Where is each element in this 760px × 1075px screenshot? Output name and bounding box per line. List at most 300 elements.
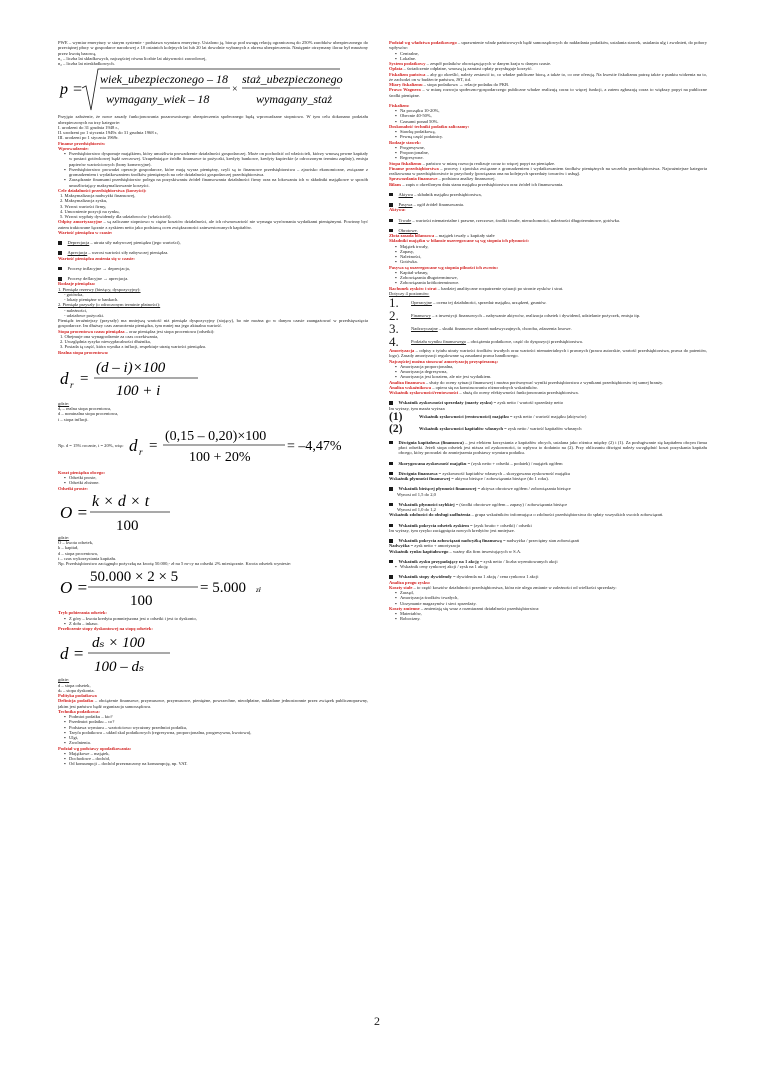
oplata-text: – świadczenie odpłatne, wnoszą ją zamiast opłaty przysługuje korzyść. [402,66,533,72]
list-item: ▪ Na początku 10-20%, [395,108,707,113]
deprecjacja-text: – utrata siły nabywczej pieniądza (jego wartości), [89,240,181,245]
definicja-label: Definicja podatku [58,698,94,704]
bilans-label: Bilans [389,181,402,187]
categories-list [58,125,368,141]
list-item: ▪ Progresywne, [395,145,707,150]
formula-p-num2: staż_ubezpieczonego [242,72,343,87]
analiza-fin-label: Analiza finansowa [389,379,425,385]
formula-p-den1: wymagany_wiek – 18 [106,92,210,107]
odpisy-text: – są zaliczane stopniowo w ciężar kosztów działalności, ale ich równowartość nie wymaga wyrównania wydatkami pieniężnymi. Powinny być zatem traktowane łącznie z zyskiem netto jako podstawą ocen zwiększoności zainwestowanych kapitałów. [58,219,368,230]
skladniki-list [389,244,707,265]
bullet-icon [389,229,393,233]
stopa-label: Stopa procentowa czasu pieniądza [58,328,125,334]
tryb-list [58,616,368,627]
nadwyzka-label: Nadwyżka [389,543,410,549]
list-item: ▪ Należności, [395,254,707,259]
fiskalizm2-header: Fiskalizm: [389,102,410,108]
sprawozdanie-text: – podstawa analizy finansowej. [437,176,496,182]
stopa-text: – oraz pieniądza jest stopa procentowa (odsetki): [124,328,215,334]
koszty-zmienne-label: Koszty zmienne [389,605,420,611]
szybkiej-label: Wskaźnik płynności szybkiej [398,501,455,507]
list-item: 1. Obejmuje ona wynagrodzenie za czas oczekiwania, [60,333,159,339]
aprecjacja-text: – wzrost wartości siły nabywczej pieniądza. [87,250,169,256]
list-item: ▪ Regresywne. [395,155,707,160]
wsk1-label: Wskaźnik zyskowności (rentowności) majątku [419,414,509,420]
stopy-dyw-item [389,574,707,579]
koszt-header: Koszt pieniądza obcego: [58,469,105,475]
formula-dr-sub: r [70,379,74,390]
list-item: - gotówka, [64,292,368,297]
wsk2-text: = zysk netto / wartość kapitałów własnych [503,426,582,432]
list-item: ▪ Stawkę podatkową, [395,129,707,134]
zysku-akcje-label: Wskaźnik zysku przypadający na 1 akcję [398,558,479,564]
doskonalosc-header: Doskonałość techniki podatku zaliczamy: [389,123,470,129]
cele-list [58,193,368,219]
category-item: II. urodzeni po 1 stycznia 1949r. do 31 grudnia 1968 r., [58,130,159,135]
formula-p [58,66,368,114]
polityka-header: Polityka podatkowa [58,693,97,698]
zysku-akcje-text: = zysk netto / liczba wyemitowanych akcji [478,558,558,564]
dotyczy-label: Dotyczy 4 poziomów: [389,290,430,296]
stawki-list [389,145,707,161]
list-item: ▪ Amortyzacja degresywna, [395,369,707,374]
bullet-icon [58,277,62,281]
list-item: 2. Uwzględnia ryzyko niewypłacalności dłużnika, [60,339,151,344]
pieniadz-przyszly: 2. Pieniądz przyszły (o odroczonym terminie płatności): [58,302,161,308]
list-item: - udziałowe pożyczki. [64,313,368,318]
rachunek-text: – bardziej analityczne rozpatrzenie sytuacji po stronie zysków i strat. [436,285,564,291]
poziom-text: – z inwestycji finansowych – nabywanie aktywów, realizacja odsetek i dywidend, udzielanie pożyczek, emisja itp. [430,312,641,318]
technika-list [58,714,368,746]
list-item: ▪ Podstawa wymiaru – wartościowo wyrażony przedmiot podatku, [64,725,368,730]
analiza-progu-header: Analiza progu zysku: [389,579,431,585]
wartosc-header: Wartość pieniądza w czasie: [58,229,113,235]
finanse-przeds-text: – procesy i zjawiska związane z gromadzeniem i wydatkowaniem środków pieniężnych na szczeblu przedsiębiorstwa. Najważniejsze kategoria realizowana w przedsiębiorstwie to przychody (powiązana ona na kolejnych sprzedaży towarów i usług). [389,165,707,176]
sprawozdanie-label: Sprawozdania finansowe [389,176,438,182]
list-item: ▪ Odsetki proste, [64,475,368,480]
list-item: ▪ Zobowiązania krótkoterminowe. [395,280,707,285]
aprecjacja-item [58,250,368,255]
list-item: ▪ Centralne, [395,51,707,56]
d-definitions [58,683,368,694]
bullet-icon [58,241,62,245]
list-item: ▪ Pewną część podatnicy. [395,134,707,139]
procesy-deflacyjne: Procesy deflacyjne → aprecjacja. [67,276,129,281]
doskonalosc-list [389,129,707,140]
dzwignia-kap-text: – jest efektem korzystania z kapitałów obcych, ustalana jako różnica między (2) i (1). Za posługiwanie się kapitałem obcym firma płaci odsetki. Jeżeli stopa odsetek jest niższa od zyskowności, to wpływa to dodatnio na (2). Przy obliczaniu dźwigni należy uwzględnić koszt pozyskania kapitału obcego, który prowadzi do zmniejszenia podstawy wymiaru podatku. [398,439,707,456]
list-item: 1. Maksymalizacja nadwyżki finansowej, [60,193,136,198]
gdzie-label: gdzie: [58,677,70,683]
dr-definitions [58,406,368,422]
rodzaje-header: Rodzaje pieniądza: [58,281,96,287]
poziom-text: – ocena tej działalności, sprzedaż majątku, urządzeń, gruntów. [431,299,547,305]
trwale-item [389,218,707,223]
fiskalizm-list [389,108,707,124]
system-label: System podatkowy [389,61,426,66]
list-item: 5. Wzrost wypłaty dywidendy dla udziałowców (właścicieli). [60,214,172,219]
poziom-label: Finansowy [411,312,431,318]
formula-np-den: 100 + 20% [189,449,251,465]
bullet-icon [389,487,393,491]
wsk-sprzedazy-item [389,400,707,405]
proste-header: Odsetki proste: [58,485,88,491]
category-item: I. urodzeni do 31 grudnia 1948 r., [58,124,119,130]
pasywa-wg-header: Pasywa są uszeregowane wg stopnia pilności ich zwrotu: [389,264,499,270]
dzwignia-fin-text: = zyskowność kapitałów własnych – skorygowana zyskowność majątku [437,470,570,476]
definition: t – czas wykorzystania kapitału. [58,555,117,561]
poziom-item [389,335,707,348]
bullet-icon [389,462,393,466]
prawo-text: – w miarę rozwoju społeczno-gospodarczego publiczne władze realizują coraz to więcej funkcji, a zatem zgłaszają coraz to większy popyt na publiczne środki pieniężne. [389,87,707,98]
koszty-zmienne-text: – zmieniają się wraz z rozmiarami działalności przedsiębiorstwa: [419,605,540,611]
poziom-item [389,296,707,309]
fiskalizm-label: Fiskalizm państwa [389,71,426,77]
zmiana-header: Wartość pieniądza zmienia się w czasie: [58,255,135,261]
wsk-sprzedazy-text: = zysk netto / wartość sprzedaży netto [492,400,564,406]
skorygowana-text: = (zysk netto + odsetki – podatek) / majątek ogółem [466,460,563,466]
list-item: ▪ Amortyzacja proporcjonalna, [395,364,707,369]
formula-o-lhs: O = [60,502,88,522]
definition: dᵣ – realna stopa procentowa, [58,406,112,411]
list-item: ▪ Z dołu – inkaso. [64,621,368,626]
definition: d – stopa odsetek, [58,682,91,688]
list-item: ▪ Podmiot podatku – kto? [64,714,368,719]
right-column [389,40,707,1025]
formula-np-lhs: d [129,435,138,455]
list-item: 3. Posiada tą część, która wynika z inflacji, respektuje utratę wartości pieniądza. [60,344,207,350]
prawo-paragraph [389,87,707,98]
pp-list [58,308,368,319]
poziom-number: 4. [389,334,399,349]
szybkiej-item [389,502,707,507]
list-item: ▪ Zapasy, [395,249,707,254]
najczesciej-list [389,364,707,380]
rynku-label: Wskaźnik rynku kapitałowego [389,548,449,554]
rachunek-label: Rachunek zysków i strat [389,285,437,291]
list-item: ▪ Utrzymanie magazynów i sieci sprzedaży. [395,601,707,606]
list-item: ▪ Lokalne. [395,56,707,61]
biezacej-item [389,486,707,491]
aprecjacja-label: Aprecjacja [67,250,88,256]
pwe-n1: n₁ – liczba lat składkowych, najczęściej równa liczbie lat aktywności zawodowej, [58,55,207,61]
nadwyzka-text: = zysk netto + amortyzacja [409,543,460,549]
definition: dₛ – stopa dyskonta. [58,687,95,693]
list-item: - należności, [64,308,368,313]
formula-dr-num: (d – i)×100 [96,359,166,376]
formula-p-times: × [232,84,238,96]
formula-o2 [58,566,368,610]
pokrycia-zob-text: = nadwyżka / przeciętny stan zobowiązań [501,538,579,543]
amortyzacja-label: Amortyzacja [389,348,415,353]
dzwignia-kap-item [389,440,707,456]
wsk-zyskownosci-label: Wskaźnik zyskowności/rentowności [389,390,459,395]
formula-o-den: 100 [116,517,139,534]
pasywa-item [389,202,707,207]
wsk2-label: Wskaźnik zyskowności kapitałów własnych [419,426,504,432]
aktywa-header: Aktywa: [389,207,406,213]
zdolnosci-paragraph [389,512,707,517]
stopa-list [58,334,368,350]
bullet-icon [389,203,393,207]
biezacej-label: Wskaźnik bieżącej płynności finansowej [398,486,477,492]
poziom-number: 2. [389,308,399,323]
list-item: 4. Umocnienie pozycji na rynku, [60,208,120,214]
finanse-przeds-label: Finanse przedsiębiorstwa [389,165,439,171]
odpisy-label: Odpisy amortyzacyjne [58,219,103,225]
pokrycia-zob-label: Wskaźnik pokrycia zobowiązań nadwyżką finansową [398,538,502,543]
bullet-icon [389,560,393,564]
list-item: ▪ Proporcjonalne, [395,150,707,155]
bullet-icon [389,472,393,476]
definition: d – stopa procentowa, [58,550,98,556]
pokrycia-odsetek-item [389,523,707,528]
list-item: ▪ Wskaźnik ceny rynkowej akcji / zysk na 1 akcję [395,564,707,569]
gdzie-label: gdzie: [58,400,70,406]
zlota-text: – majątek trwały » kapitały stałe [434,233,495,238]
reform-text: Przyjęto założenie, że nowe zasady funkcjonowania pozarowniczego ubezpieczenia społecznego będą wprowadzane stopniowo. W tym celu dokonano podziału ubezpieczonych na trzy kategorie: [58,114,368,125]
poziom-text: – skutki finansowe zdarzeń nadzwyczajnych, choroba, zdarzenia losowe. [437,325,572,331]
cele-header: Cele działalności przedsiębiorstwa (korzyści): [58,187,147,193]
podzial-header: Podział wg podstawy opodatkowania: [58,745,132,751]
bullet-icon [389,401,393,405]
inflacja-item [58,266,368,271]
formula-np-result: = –4,47% [287,438,342,454]
obrotowe-label: Obrotowe. [398,227,418,233]
formula-o2-num: 50.000 × 2 × 5 [90,569,179,586]
pieniadz-dyspozycyjny: 1. Pieniądz rezerwy (bieżący, dyspozycyjny): [58,286,141,292]
stopy-dyw-label: Wskaźnik stopy dywidendy [398,574,452,580]
wsk2-item [389,423,707,435]
poziom-label: Nadzwyczajne [411,325,438,331]
trwale-label: Trwałe [398,217,412,223]
bullet-icon [58,267,62,271]
list-item: - lokaty pieniężne w bankach. [64,297,368,302]
aktywa-item [389,192,707,197]
example-row [58,426,368,466]
stopa-fisk-label: Stopa fiskalizmu [389,160,422,166]
list-item: ▪ Majątek trwały, [395,244,707,249]
deflacja-item [58,276,368,281]
trwale-text: – wartości niematerialne i prawne, rzeczowe, środki trwałe, nieruchomości, należności długoterminowe, gotówka. [411,217,621,223]
formula-p-lhs: p = [60,81,83,99]
deprecjacja-label: Deprecjacja [67,240,90,245]
poziom-number: 3. [389,321,399,336]
list-item: 3. Wzrost wartości firmy, [60,203,107,209]
formula-d-den: 100 – dₛ [94,659,145,676]
biezacej-text: = aktywa obrotowe ogółem / zobowiązania bieżące [476,486,571,492]
formula-d-num: dₛ × 100 [92,635,145,652]
wsk-ceny-list [389,564,707,569]
dzwignia-fin-label: Dźwignia finansowa [398,470,438,476]
stawki-header: Rodzaje stawek: [389,139,421,145]
poziom-label: Podziału wyniku finansowego [411,338,467,344]
list-item: ▪ Czasami ponad 50%. [395,119,707,124]
koszty-stale-label: Koszty stałe [389,584,413,590]
odpisy-paragraph [58,219,368,230]
formula-dr-eq: = [80,370,89,387]
pokrycia-odsetek-text: = (zysk brutto + odsetki) / odsetki [468,522,532,528]
finanse-przeds-paragraph [389,166,707,177]
list-item: ▪ Robocizny. [395,616,707,621]
skorygowana-item [389,461,707,466]
list-item: ▪ Materiałów, [395,611,707,616]
prawo-label: Prawo Wagnera [389,87,421,93]
list-item: ▪ Majątkowe – majątek, [64,751,368,756]
skladniki-header: Składniki majątku w bilansie uszeregowane są wg stopnia ich płynności: [389,238,530,244]
poziom-label: Operacyjne [411,299,432,305]
technika-header: Technika podatkowa: [58,708,100,714]
wsk-zyskownosci-text: – służą do oceny efektywności funkcjonowania przedsiębiorstwa. [458,390,579,395]
wladztwo-list [389,51,707,62]
procesy-inflacyjne: Procesy inflacyjne → deprecjacja, [67,265,130,271]
wsk-plyn-text: = aktywa bieżące / zobowiązania bieżące (do 1 roku). [450,476,549,481]
zdolnosci-label: Wskaźnik zdolności do obsługi zadłużenia [389,512,471,518]
definition: O – kwota odsetek, [58,540,94,545]
list-item: ▪ Zobowiązania długoterminowe, [395,275,707,280]
list-item: ▪ Z góry – kwota kredytu pomniejszona jest o odsetki i jest to dyskonto, [64,616,368,621]
list-item: ▪ Przedsiębiorstwo prowadzi operacje gospodarcze, które mają wyraz pieniężny, czyli są to finansowe przedsiębiorstwa – zjawisko ekonomiczne, związane z gromadzeniem i wydatkowaniem środków pieniężnych na cele działalności gospodarczej przedsiębiorstwa. [64,167,368,178]
definition: d – nominalna stopa procentowa, [58,411,119,417]
list-item: ▪ Amortyzacja środków trwałych, [395,595,707,600]
bullet-icon [389,524,393,528]
stopa-fisk-text: – państwo w miarę rozwoju realizuje coraz to więcej popyt na pieniądze. [421,160,556,166]
formula-o [58,491,368,535]
oplata-label: Opłata [389,66,403,72]
formula-np-eq: = [149,437,158,454]
bullet-icon [389,503,393,507]
poziom-number: 1. [389,295,399,310]
przelicz-header: Przeliczenie stopy dyskontowej na stopę odsetek: [58,626,153,631]
poziom-item [389,322,707,335]
bullet-icon [58,251,62,255]
page-number: 2 [374,1014,380,1028]
amortyzacja-text: – odpisy z tytułu utraty wartości środków trwałych oraz wartości niematerialnych i prawnych (prawa autorskie, wartość przedsiębiorstwa, prawa do patentów, logo). Zasady amortyzacji regulowane są zasadami prawa handlowego. [389,348,707,359]
fiskalizm-paragraph [389,72,707,83]
rynku-text: – ważny dla firm inwestujących w S.A. [448,548,522,554]
bullet-icon [389,575,393,579]
o-definitions [58,540,368,561]
wsk2-number: (2) [389,422,403,435]
aktywa-label: Aktywa [398,191,413,197]
szybkiej-text: = (środki obrotowe ogółem – zapasy) / zobowiązania bieżące [454,501,568,507]
koszt-list [58,475,368,486]
wladztwo-text: – uprawnienie władz państwowych bądź samorządowych do nakładania podatków, ustalania stawek, ustalania ulg i zwolnień, do pobory wpływów: [389,40,707,51]
amortyzacja-paragraph [389,348,707,359]
formula-d [58,631,368,677]
najczesciej-header: Najczęściej można stosować amortyzację przyspieszoną: [389,358,499,364]
formula-dr-lhs: d [60,368,69,388]
pwe-n2: n₂ – liczba lat nieskładkowych. [58,61,115,66]
list-item: ▪ Kapitał własny, [395,270,707,275]
list-item: ▪ Zarządzanie finansami przedsiębiorstw polega na pozyskiwaniu źródeł finansowania działalności firmy oraz na lokowaniu ich w składniki majątkowe w sposób umożliwiający maksymalizowanie korzyści. [64,177,368,188]
np2-text: Np. Przedsiębiorstwo zaciągnęło pożyczkę na kwotę 50.000,- zł na 5 m-cy na odsetki 2% miesięcznie. Kwota odsetek wyniesie: [58,561,292,566]
analiza-fin-text: – służy do oceny sytuacji finansowej i można porównywać wyniki przedsiębiorstwa z wynikami przedsiębiorstw tej samej branży. [424,379,664,385]
poziom-text: – obciążenia podatkowe, część do dyspozycji przedsiębiorstwa. [466,338,583,344]
im-wyzszy1: Im wyższy, tym marża wyższa [389,405,445,411]
realna-header: Realna stopa procentowa: [58,349,109,355]
wladztwo-label: Podział wg władztwa podatkowego [389,40,457,45]
definicja-paragraph [58,698,368,709]
wprowadzenie-list [58,151,368,188]
tryb-header: Tryb pobierania odsetek: [58,610,107,616]
list-item: ▪ Przedmiot podatku – co? [64,719,368,724]
list-item: ▪ Przedsiębiorstwo dysponuje majątkiem, który umożliwia prowadzenie działalności gospodarczej. Może on pochodzić od właścicieli, którzy wnoszą pewne kapitały w postaci gotówkowej bądź rzeczowej. Uzupełniające źródło finansowe to pożyczki, kredyty bankowe, kredyty kupieckie (z odroczonym terminu zapłaty), emisja papierów wartościowych (bony komercyjne). [64,151,368,167]
finanse-header: Finanse przedsiębiorstw [58,140,106,146]
formula-o2-unit: zł [256,586,261,595]
pieniadz-text: Pieniądz teraźniejszy (przyszły) ma mniejszą wartość niż pieniądz dyspozycyjny (stojący), bo nie można go w danym czasie zaangażować w przedsięwzięcia gospodarcze. Im dłuższy czas zamrożenia pieniądza, tym mniej ma jego aktualna wartość. [58,318,368,329]
list-item: ▪ Amortyzacja jest kosztem, ale nie jest wydatkiem. [395,374,707,379]
formula-d-lhs: d = [60,644,85,664]
formula-o2-lhs: O = [60,578,88,598]
stopy-dyw-text: = dywidenda na 1 akcję / cena rynkowa 1 akcji [451,574,539,580]
bullet-icon [389,441,393,445]
wprowadzenie-header: Wprowadzenie: [58,145,89,151]
bullet-icon [389,539,393,543]
definition: k – kapitał, [58,545,79,551]
fiskalizm-text: – aby go określić, należy zestawić to, co władze publiczne biorą, a także to, co one oferują. Na kwestie fiskalizmu patrzę także z punktu widzenia na to, że zachodzi on w budżecie państwa, JST, itd. [389,71,707,82]
pasywa-label: Pasywa [398,202,413,207]
biezacej-norm: Wynosi od 1,5 do 2,0 [397,491,436,497]
definition: i – stopa inflacji. [58,416,89,422]
zmienne-list [389,611,707,622]
skorygowana-label: Skorygowana zyskowność majątku [398,460,467,466]
formula-p-den2: wymagany_staż [256,92,332,107]
zdolnosci-text: – grupa wskaźników informująca o zdolności przedsiębiorstwa do spłaty wszystkich swoich zobowiązań. [470,512,664,518]
wladztwo-paragraph [389,40,707,51]
formula-o2-result: = 5.000 [200,580,246,597]
wsk1-item [389,411,707,423]
im-wyzszy2: Im wyższy, tym ryzyko zaciągnięcia nowych kredytów jest mniejsze. [389,527,515,533]
formula-np-sub: r [139,446,143,457]
list-item: ▪ Odsetki złożone. [64,480,368,485]
poziom-item [389,309,707,322]
np-text: Np. d = 15% rocznie, i = 20%, więc [58,443,124,449]
formula-np-num: (0,15 – 0,20)×100 [165,428,267,444]
deprecjacja-item [58,240,368,245]
zlota-label: Złota zasada bilansowa [389,233,435,238]
category-item: III. urodzeni po 1 stycznia 1969r. [58,135,119,141]
list-item: ▪ Zwolnienia. [64,740,368,745]
formula-dr-den: 100 + i [116,382,161,399]
pokrycia-odsetek-label: Wskaźnik pokrycia odsetek zyskiem [398,522,469,528]
wsk1-text: = zysk netto / wartość majątku (aktywów) [508,414,587,420]
formula-o-num: k × d × t [92,492,150,510]
wsk1-number: (1) [389,410,403,423]
pd-list [58,292,368,303]
podzial-list [58,751,368,767]
analiza-wsk-label: Analiza wskaźnikowa [389,384,432,390]
pwe-intro: PWE – wymiar emerytury w starym systemie - podstawa wymiaru emerytury. Ustalono ją, biorąc pod uwagę relację ograniczoną do 250% zarobków ubezpieczonego do przeciętnej płacy w gospodarce narodowej z 10 ostatnich kolejnych lat lub 20 lat dowolnie wybranych z okresu ubezpieczenia. Następnie otrzymany iloraz był mnożony przez kwotę bazową, [58,40,368,56]
list-item: ▪ Obecnie 40-50%, [395,113,707,118]
definicja-text: – obciążenie finansowe, przymusowe, przymusowe, pieniężne, powszechne, nieodpłatne, nakładane jednostronnie przez związek publicznoprawny, jakim jest państwo bądź organizacja samorządowa. [58,698,368,709]
pasywa-list [389,270,707,286]
miary-text: – stopa podatkowa → relacje podatku do PKB. [422,82,510,87]
koszty-stale-text: – to część kosztów działalności przedsiębiorstwa, która nie ulega zmianie w zależności od wielkości sprzedaży: [412,584,617,590]
szybkiej-norm: Wynosi od 1,0 do 1,2 [397,507,436,512]
list-item: 2. Maksymalizacja zysku, [60,198,108,204]
pasywa-text: – ogół źródeł finansowania. [412,202,465,207]
list-item: ▪ Od konsumpcji – dochód przeznaczony na konsumpcję, np. VAT. [64,761,368,766]
bilans-text: – zapis o określonym dniu stanu majątku przedsiębiorstwa oraz źródeł ich finansowania. [401,181,564,187]
left-column [58,40,368,1025]
list-item: ▪ Gotówka. [395,259,707,264]
wsk-sprzedazy-label: Wskaźnik zyskowności sprzedaży (marży zysku) [398,400,493,406]
wsk-plyn-label: Wskaźnik płynności finansowej [389,476,451,481]
formula-p-num1: wiek_ubezpieczonego – 18 [100,72,228,87]
gdzie-label: gdzie: [58,534,70,540]
list-item: ▪ Zarząd, [395,590,707,595]
formula-dr [58,355,368,401]
